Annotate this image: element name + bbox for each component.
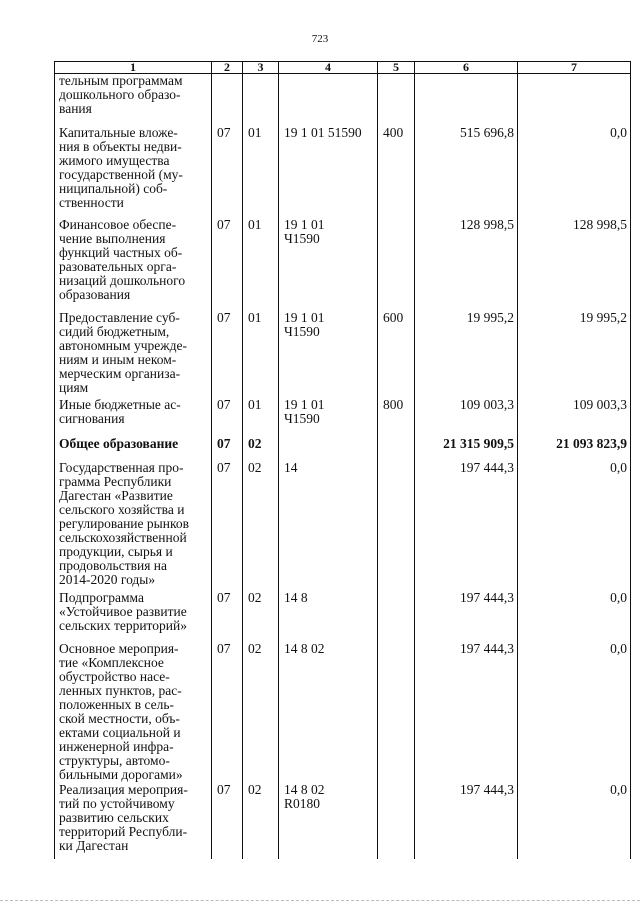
row-sum-year1-cell: 197 444,3: [415, 783, 518, 859]
row-podrazdel-cell: 02: [243, 591, 279, 642]
row-name-line: регулирование рынков: [59, 515, 189, 531]
row-expense-type-cell: 800: [378, 398, 415, 437]
row-name-line: Финансовое обеспе-: [59, 216, 177, 232]
row-name-cell: [55, 218, 212, 311]
row-name-line: бильными дорогами»: [59, 766, 183, 782]
row-razdel-cell: 07: [212, 218, 243, 311]
row-target-code-cell: [279, 591, 378, 642]
row-name-line: низаций дошкольного: [59, 272, 186, 288]
row-name-cell: [55, 126, 212, 218]
row-sum-year2-cell: 0,0: [518, 642, 631, 783]
header-cell-name: 1: [55, 62, 212, 74]
row-sum-year2-cell: 0,0: [518, 126, 631, 218]
row-name-line: ниям и иным неком-: [59, 351, 177, 367]
row-name-cell: [55, 398, 212, 437]
row-name-line: сельских территорий»: [59, 617, 187, 633]
row-sum-year1-cell: 197 444,3: [415, 461, 518, 591]
row-target-code-cell: [279, 642, 378, 783]
table-row: [55, 783, 631, 859]
row-razdel-cell: 07: [212, 461, 243, 591]
row-name-line: тий по устойчивому: [59, 795, 175, 811]
row-name-cell: [55, 461, 212, 591]
table-row: [55, 591, 631, 642]
row-expense-type-cell: [378, 461, 415, 591]
row-target-code-line: 19 1 01: [284, 309, 325, 325]
row-podrazdel-cell: 02: [243, 461, 279, 591]
row-name-line: функций частных об-: [59, 244, 183, 260]
row-target-code-line: 14 8: [284, 589, 308, 605]
row-name-line: «Устойчивое развитие: [59, 603, 187, 619]
row-name-line: тельным программам: [59, 73, 183, 88]
row-name-line: грамма Республики: [59, 473, 172, 489]
row-target-code-line: 14 8 02: [284, 640, 325, 656]
row-name-line: продукции, сырья и: [59, 543, 173, 559]
row-sum-year1-cell: [415, 74, 518, 126]
row-razdel-cell: 07: [212, 591, 243, 642]
row-name-line: положенных в сель-: [59, 696, 175, 712]
header-cell-sum-year1: 6: [415, 62, 518, 74]
row-name-cell: [55, 311, 212, 398]
header-cell-expense-type: 5: [378, 62, 415, 74]
row-target-code-line: 19 1 01 51590: [284, 124, 362, 140]
table-row: [55, 437, 631, 461]
row-name-line: инженерной инфра-: [59, 738, 174, 754]
row-podrazdel-cell: 02: [243, 642, 279, 783]
row-name-line: продовольствия на: [59, 557, 167, 573]
row-name-line: ния в объекты недви-: [59, 138, 182, 154]
row-sum-year2-cell: 21 093 823,9: [518, 437, 631, 461]
header-cell-target-code: 4: [279, 62, 378, 74]
row-podrazdel-cell: 01: [243, 398, 279, 437]
row-podrazdel-cell: 01: [243, 311, 279, 398]
row-name-line: сигнования: [59, 410, 125, 426]
header-row: [55, 62, 631, 74]
row-target-code-line: Ч1590: [284, 230, 320, 246]
table-row: [55, 74, 631, 126]
row-target-code-line: Ч1590: [284, 323, 320, 339]
row-name-cell: [55, 642, 212, 783]
header-cell-razdel: 2: [212, 62, 243, 74]
row-name-line: разовательных орга-: [59, 258, 177, 274]
row-sum-year2-cell: 109 003,3: [518, 398, 631, 437]
row-podrazdel-cell: 01: [243, 218, 279, 311]
row-sum-year1-cell: 109 003,3: [415, 398, 518, 437]
row-podrazdel-cell: 02: [243, 783, 279, 859]
row-name-line: дошкольного образо-: [59, 87, 181, 102]
row-name-line: Подпрограмма: [59, 589, 144, 605]
row-name-line: Капитальные вложе-: [59, 124, 178, 140]
table-row: [55, 218, 631, 311]
row-razdel-cell: 07: [212, 311, 243, 398]
row-expense-type-cell: [378, 437, 415, 461]
row-expense-type-cell: [378, 218, 415, 311]
row-razdel-cell: 07: [212, 642, 243, 783]
row-name-line: Основное мероприя-: [59, 640, 179, 656]
header-cell-sum-year2: 7: [518, 62, 631, 74]
row-target-code-line: 19 1 01: [284, 216, 325, 232]
row-name-cell: [55, 783, 212, 859]
table-body: [55, 74, 631, 859]
table-row: [55, 398, 631, 437]
row-expense-type-cell: [378, 591, 415, 642]
row-name-line: Реализация мероприя-: [59, 781, 188, 797]
row-sum-year1-cell: 197 444,3: [415, 591, 518, 642]
row-target-code-cell: [279, 74, 378, 126]
table-row: [55, 126, 631, 218]
row-sum-year1-cell: 21 315 909,5: [415, 437, 518, 461]
row-sum-year1-cell: 19 995,2: [415, 311, 518, 398]
row-name-line: ской местности, объ-: [59, 710, 180, 726]
row-razdel-cell: 07: [212, 783, 243, 859]
row-name-line: ленных пунктов, рас-: [59, 682, 182, 698]
row-podrazdel-cell: 02: [243, 437, 279, 461]
row-name-line: Государственная про-: [59, 459, 184, 475]
row-name-line: жимого имущества: [59, 152, 170, 168]
row-razdel-cell: 07: [212, 126, 243, 218]
row-name-line: Общее образование: [59, 435, 179, 451]
row-sum-year2-cell: 128 998,5: [518, 218, 631, 311]
row-expense-type-cell: [378, 783, 415, 859]
row-name-line: образования: [59, 286, 131, 302]
budget-table: [54, 61, 631, 859]
row-razdel-cell: [212, 74, 243, 126]
row-name-line: ектами социальной и: [59, 724, 181, 740]
row-target-code-line: 14: [284, 459, 298, 475]
page-number: 723: [311, 33, 329, 45]
row-name-line: циям: [59, 379, 89, 395]
row-name-line: Дагестан «Развитие: [59, 487, 173, 503]
row-name-line: сидий бюджетным,: [59, 323, 170, 339]
row-podrazdel-cell: [243, 74, 279, 126]
row-name-line: автономным учрежде-: [59, 337, 187, 353]
row-name-line: сельского хозяйства и: [59, 501, 185, 517]
row-name-line: мерческим организа-: [59, 365, 181, 381]
table-row: [55, 642, 631, 783]
row-sum-year1-cell: 197 444,3: [415, 642, 518, 783]
row-target-code-line: 19 1 01: [284, 396, 325, 412]
row-sum-year2-cell: [518, 74, 631, 126]
row-razdel-cell: 07: [212, 398, 243, 437]
row-name-line: государственной (му-: [59, 166, 183, 182]
row-name-line: 2014-2020 годы»: [59, 571, 156, 587]
row-sum-year1-cell: 515 696,8: [415, 126, 518, 218]
row-target-code-cell: [279, 126, 378, 218]
row-name-line: тие «Комплексное: [59, 654, 164, 670]
row-name-line: Предоставление суб-: [59, 309, 180, 325]
scan-bottom-edge: [0, 900, 640, 902]
row-expense-type-cell: 600: [378, 311, 415, 398]
row-name-line: чение выполнения: [59, 230, 166, 246]
row-target-code-cell: [279, 218, 378, 311]
row-expense-type-cell: 400: [378, 126, 415, 218]
row-name-line: структуры, автомо-: [59, 752, 170, 768]
row-target-code-line: 14 8 02: [284, 781, 325, 797]
row-name-cell: [55, 74, 212, 126]
row-razdel-cell: 07: [212, 437, 243, 461]
row-target-code-cell: [279, 461, 378, 591]
row-target-code-cell: [279, 437, 378, 461]
row-name-line: Иные бюджетные ас-: [59, 396, 181, 412]
row-name-line: развитию сельских: [59, 809, 169, 825]
row-sum-year2-cell: 0,0: [518, 461, 631, 591]
row-target-code-line: R0180: [284, 795, 321, 811]
row-expense-type-cell: [378, 642, 415, 783]
row-target-code-cell: [279, 311, 378, 398]
row-sum-year2-cell: 19 995,2: [518, 311, 631, 398]
row-sum-year2-cell: 0,0: [518, 591, 631, 642]
header-cell-podrazdel: 3: [243, 62, 279, 74]
table-row: [55, 311, 631, 398]
row-target-code-cell: [279, 398, 378, 437]
row-expense-type-cell: [378, 74, 415, 126]
row-name-line: вания: [59, 101, 92, 116]
row-target-code-line: Ч1590: [284, 410, 320, 426]
row-name-line: ственности: [59, 194, 124, 210]
table-row: [55, 461, 631, 591]
row-name-line: территорий Республи-: [59, 823, 188, 839]
row-sum-year1-cell: 128 998,5: [415, 218, 518, 311]
row-target-code-cell: [279, 783, 378, 859]
row-name-line: обустройство насе-: [59, 668, 170, 684]
row-podrazdel-cell: 01: [243, 126, 279, 218]
row-name-line: ниципальной) соб-: [59, 180, 168, 196]
row-name-cell: [55, 437, 212, 461]
row-sum-year2-cell: 0,0: [518, 783, 631, 859]
row-name-line: сельскохозяйственной: [59, 529, 187, 545]
row-name-cell: [55, 591, 212, 642]
row-name-line: ки Дагестан: [59, 837, 129, 853]
